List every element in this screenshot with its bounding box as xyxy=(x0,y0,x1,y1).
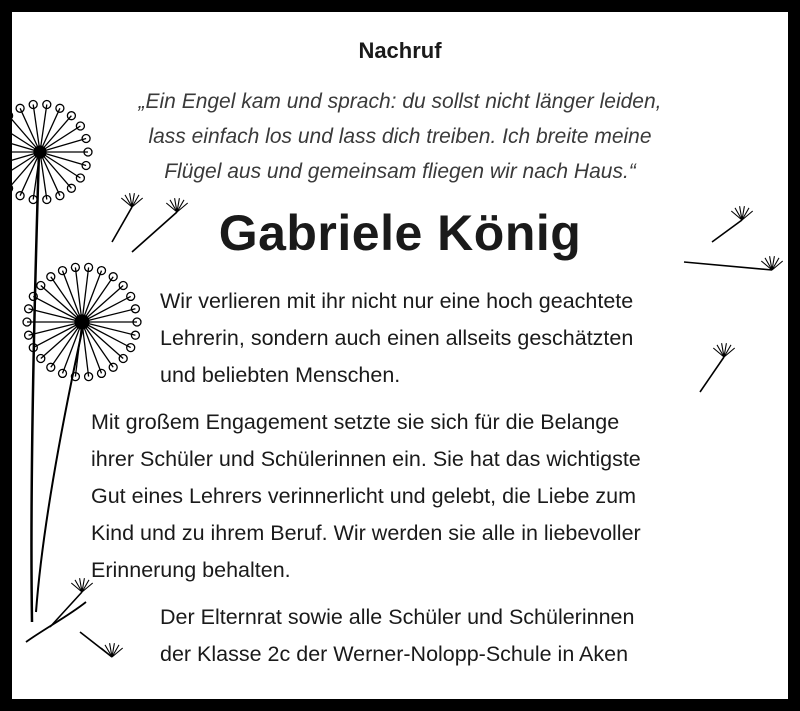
paragraph-line: Kind und zu ihrem Beruf. Wir werden sie alle in liebevoller xyxy=(91,521,641,545)
paragraph-tribute xyxy=(160,283,760,394)
quote-line: lass einfach los und lass dich treiben. Ich breite meine xyxy=(148,125,652,148)
paragraph-line: Gut eines Lehrers verinnerlicht und gelebt, die Liebe zum xyxy=(91,484,636,508)
memorial-quote xyxy=(12,84,788,189)
paragraph-line: und beliebten Menschen. xyxy=(160,363,401,387)
signature-line: Der Elternrat sowie alle Schüler und Schülerinnen xyxy=(160,605,635,629)
paragraph-engagement xyxy=(91,404,781,589)
signature-block xyxy=(160,599,780,673)
quote-line: Flügel aus und gemeinsam fliegen wir nach Haus.“ xyxy=(164,160,636,183)
signature-line: der Klasse 2c der Werner-Nolopp-Schule in Aken xyxy=(160,642,629,666)
obituary-heading: Nachruf xyxy=(358,38,442,63)
deceased-name: Gabriele König xyxy=(218,205,582,261)
obituary-card xyxy=(12,12,788,699)
paragraph-line: Wir verlieren mit ihr nicht nur eine hoch geachtete xyxy=(160,289,634,313)
paragraph-line: Mit großem Engagement setzte sie sich für die Belange xyxy=(91,410,620,434)
paragraph-line: Erinnerung behalten. xyxy=(91,558,291,582)
quote-line: „Ein Engel kam und sprach: du sollst nicht länger leiden, xyxy=(138,90,662,113)
paragraph-line: ihrer Schüler und Schülerinnen ein. Sie hat das wichtigste xyxy=(91,447,641,471)
paragraph-line: Lehrerin, sondern auch einen allseits geschätzten xyxy=(160,326,634,350)
